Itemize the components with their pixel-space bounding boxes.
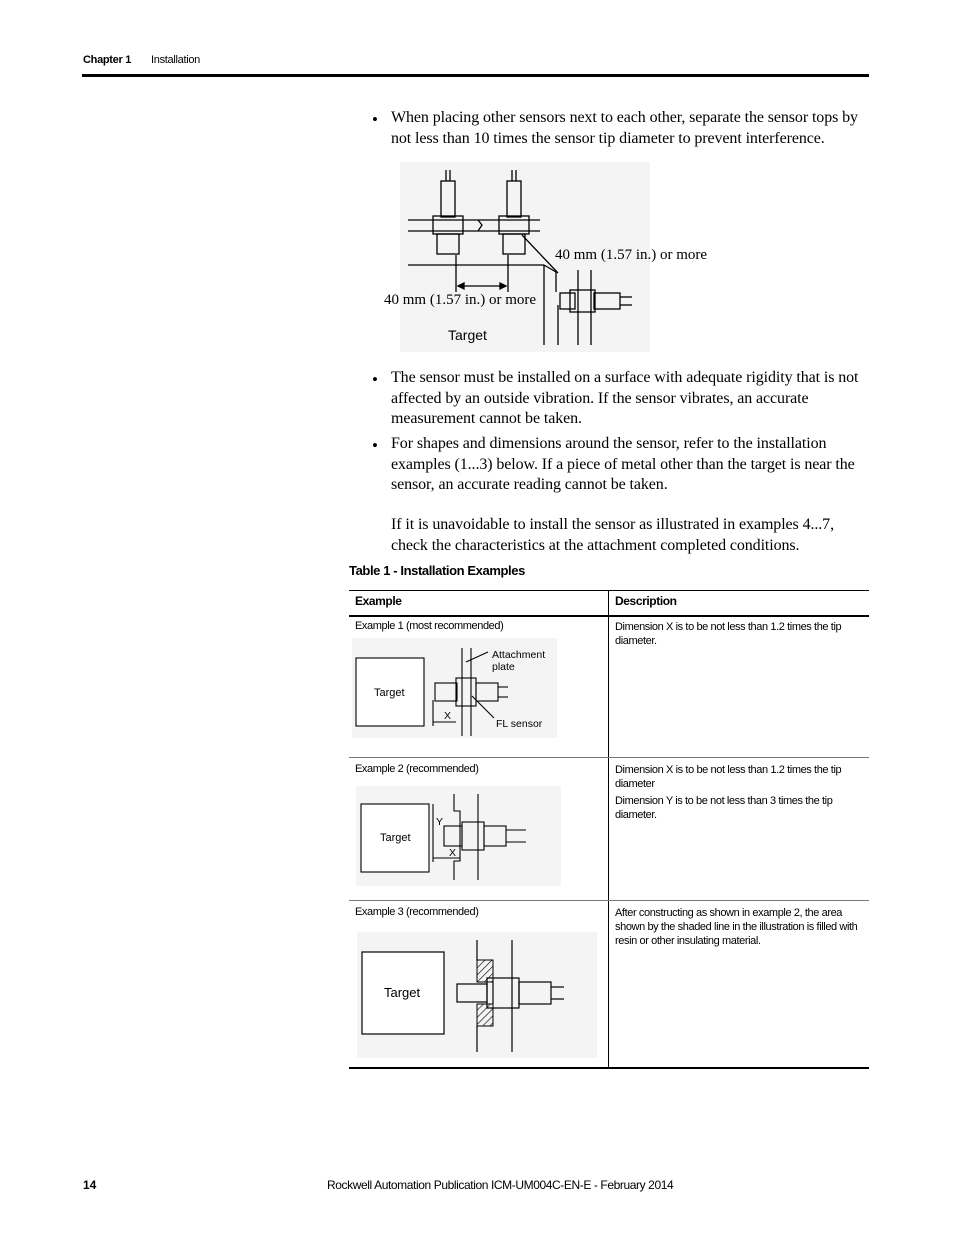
table-header-example: Example (355, 594, 402, 608)
table-caption: Table 1 - Installation Examples (349, 563, 525, 578)
header-rule (82, 74, 869, 77)
sensor-spacing-figure (380, 160, 730, 355)
example-1-title: Example 1 (most recommended) (355, 620, 504, 632)
description-paragraph: Dimension X is to be not less than 1.2 times the tip diameter. (615, 621, 842, 647)
bullet-text-2: The sensor must be installed on a surface with adequate rigidity that is not affected by an outside vibration. If the sensor vibrates, an accurate measurement cannot be taken. (391, 369, 859, 427)
example-2-title: Example 2 (recommended) (355, 763, 479, 775)
fl-sensor-label: FL sensor (496, 718, 543, 730)
example-1-target-label: Target (374, 687, 405, 699)
dimension-y-label: Y (436, 816, 444, 828)
table-row-divider (349, 900, 869, 901)
table-header-description: Description (615, 594, 677, 608)
description-paragraph: Dimension Y is to be not less than 3 times the tip diameter. (615, 795, 833, 821)
example-1-figure (352, 638, 557, 738)
bullet-continuation: If it is unavoidable to install the sensor as illustrated in examples 4...7, check the characteristics at the attachment completed conditions. (391, 516, 834, 554)
page-number: 14 (83, 1178, 97, 1192)
example-2-description (615, 763, 867, 825)
example-1-description (615, 620, 867, 651)
example-3-target-label: Target (384, 985, 421, 1000)
table-bottom-rule (349, 1067, 869, 1069)
bullet-marker: • (372, 110, 378, 129)
target-label: Target (448, 327, 487, 343)
attachment-plate-label-line2: plate (492, 661, 515, 673)
chapter-label: Chapter 1 (83, 54, 132, 66)
example-3-title: Example 3 (recommended) (355, 906, 479, 918)
publication-info: Rockwell Automation Publication ICM-UM004C-EN-E - February 2014 (327, 1178, 674, 1192)
description-paragraph: After constructing as shown in example 2, the area shown by the shaded line in the illustration is filled with resin or other insulating material. (615, 907, 858, 947)
bullet-marker: • (372, 370, 378, 389)
example-2-figure (356, 786, 561, 886)
table-header-rule (349, 615, 869, 617)
example-3-description (615, 906, 867, 951)
description-paragraph: Dimension X is to be not less than 1.2 times the tip diameter (615, 764, 842, 790)
dimension-x-label: X (449, 847, 457, 859)
table-column-divider (608, 590, 609, 1068)
section-label: Installation (151, 54, 200, 66)
example-3-figure (357, 932, 597, 1058)
bullet-marker: • (372, 436, 378, 455)
example-2-target-label: Target (380, 832, 411, 844)
attachment-plate-label-line1: Attachment (492, 649, 546, 661)
bullet-text-1: When placing other sensors next to each other, separate the sensor tops by not less than 10 times the sensor tip diameter to prevent interference. (391, 109, 858, 147)
spacing-label-left: 40 mm (1.57 in.) or more (384, 292, 537, 308)
spacing-label-right: 40 mm (1.57 in.) or more (555, 247, 708, 263)
table-top-rule (349, 590, 869, 591)
bullet-text-3: For shapes and dimensions around the sensor, refer to the installation examples (1...3) below. If a piece of metal other than the target is near the sensor, an accurate reading cannot be taken. (391, 435, 855, 493)
dimension-x-label: X (444, 710, 452, 722)
table-row-divider (349, 757, 869, 758)
